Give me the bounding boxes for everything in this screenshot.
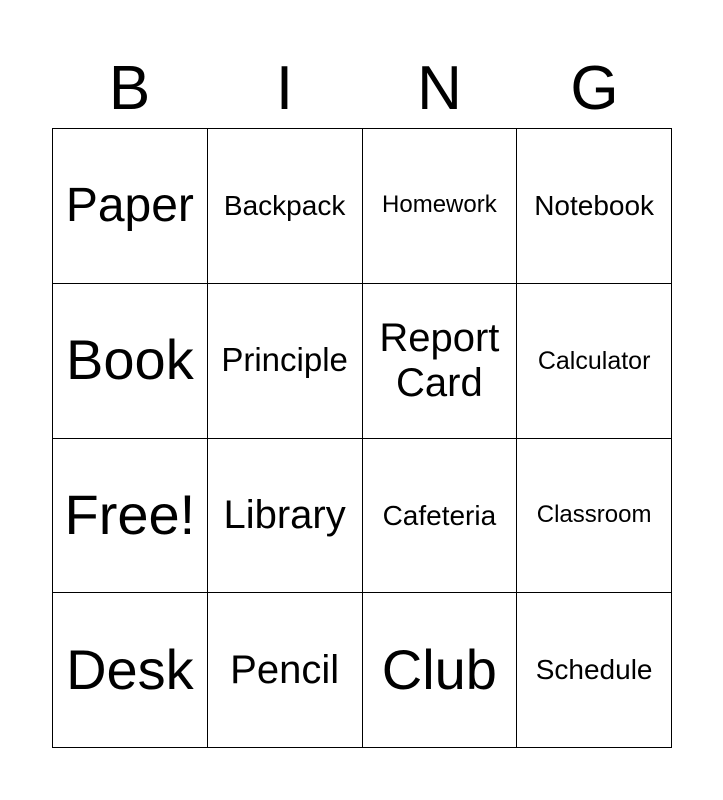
bingo-board — [52, 128, 672, 748]
bingo-cell[interactable]: Backpack — [208, 129, 363, 284]
header-letter-n: N — [417, 54, 462, 123]
bingo-cell[interactable]: Homework — [363, 129, 518, 284]
bingo-cell[interactable]: Principle — [208, 284, 363, 439]
header-letter-i: I — [275, 54, 294, 123]
header-letter-b: B — [108, 54, 151, 123]
bingo-cell[interactable]: Report Card — [363, 284, 518, 439]
bingo-cell[interactable]: Library — [208, 439, 363, 594]
bingo-cell[interactable]: Notebook — [517, 129, 672, 284]
bingo-header — [52, 50, 672, 128]
bingo-cell free-space[interactable]: Free! — [53, 439, 208, 594]
bingo-cell[interactable]: Cafeteria — [363, 439, 518, 594]
bingo-cell[interactable]: Schedule — [517, 593, 672, 748]
bingo-cell[interactable]: Pencil — [208, 593, 363, 748]
bingo-cell[interactable]: Paper — [53, 129, 208, 284]
bingo-cell[interactable]: Classroom — [517, 439, 672, 594]
header-letter-g: G — [570, 54, 619, 123]
bingo-cell[interactable]: Desk — [53, 593, 208, 748]
bingo-cell[interactable]: Calculator — [517, 284, 672, 439]
bingo-cell[interactable]: Club — [363, 593, 518, 748]
bingo-cell[interactable]: Book — [53, 284, 208, 439]
